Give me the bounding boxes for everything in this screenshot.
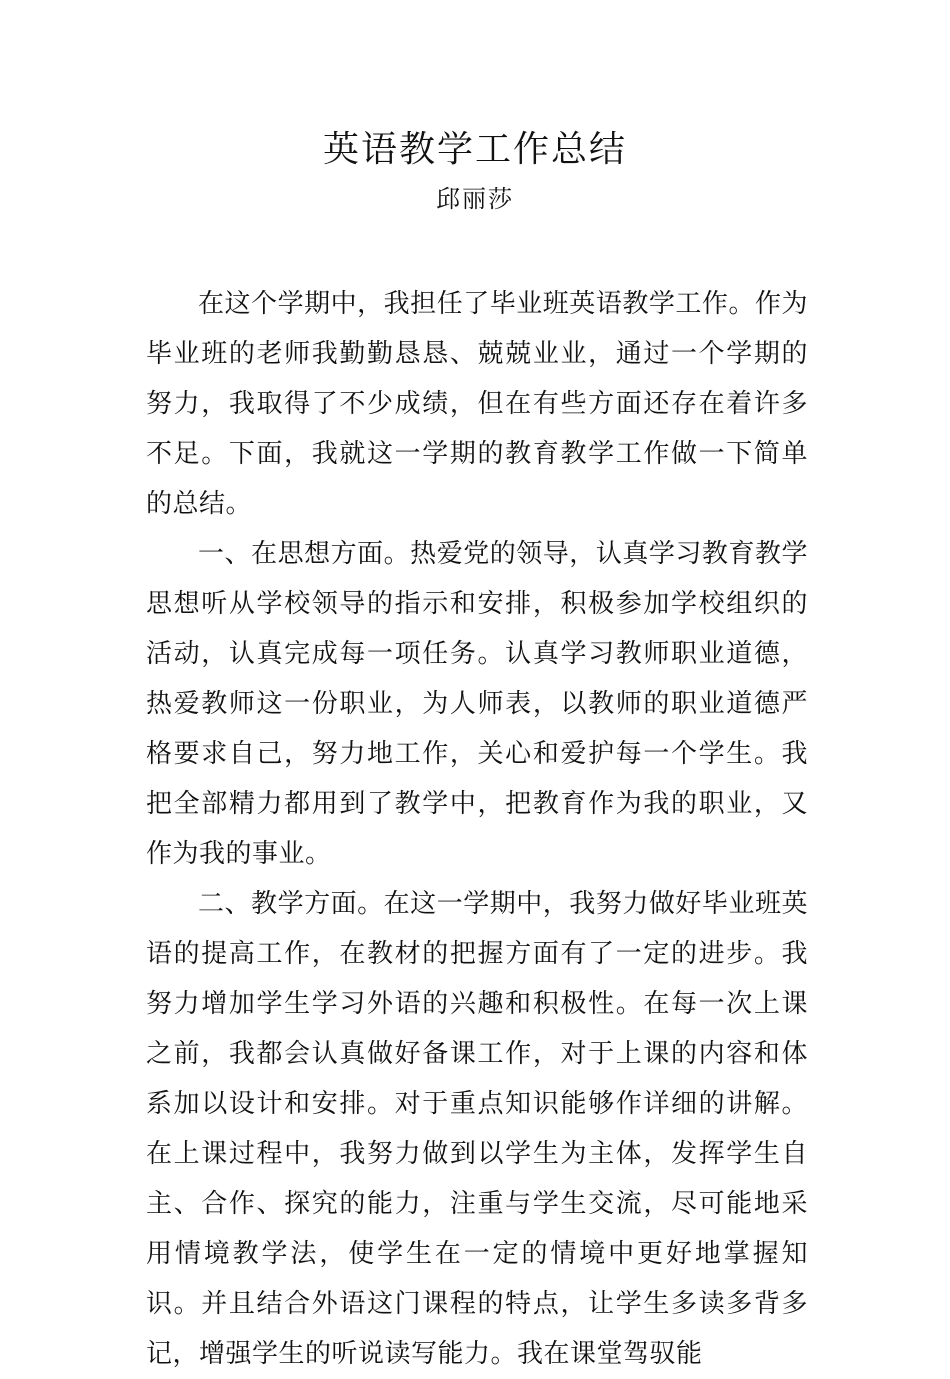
document-title: 英语教学工作总结: [322, 129, 627, 170]
document-author: 邱丽莎: [436, 185, 514, 213]
paragraph-intro: 在这个学期中，我担任了毕业班英语教学工作。作为毕业班的老师我勤勤恳恳、兢兢业业，通过一个学期的努力，我取得了不少成绩，但在有些方面还存在着许多不足。下面，我就这一学期的教育教学工作做一下简单的总结。: [146, 289, 808, 519]
document-body: [146, 279, 808, 1379]
paragraph-ideology: 一、在思想方面。热爱党的领导，认真学习教育教学思想听从学校领导的指示和安排，积极参加学校组织的活动，认真完成每一项任务。认真学习教师职业道德，热爱教师这一份职业，为人师表，以教师的职业道德严格要求自己，努力地工作，关心和爱护每一个学生。我把全部精力都用到了教学中，把教育作为我的职业，又作为我的事业。: [146, 539, 808, 869]
paragraph-teaching: 二、教学方面。在这一学期中，我努力做好毕业班英语的提高工作，在教材的把握方面有了一定的进步。我努力增加学生学习外语的兴趣和积极性。在每一次上课之前，我都会认真做好备课工作，对于上课的内容和体系加以设计和安排。对于重点知识能够作详细的讲解。在上课过程中，我努力做到以学生为主体，发挥学生自主、合作、探究的能力，注重与学生交流，尽可能地采用情境教学法，使学生在一定的情境中更好地掌握知识。并且结合外语这门课程的特点，让学生多读多背多记，增强学生的听说读写能力。我在课堂驾驭能: [146, 889, 808, 1369]
